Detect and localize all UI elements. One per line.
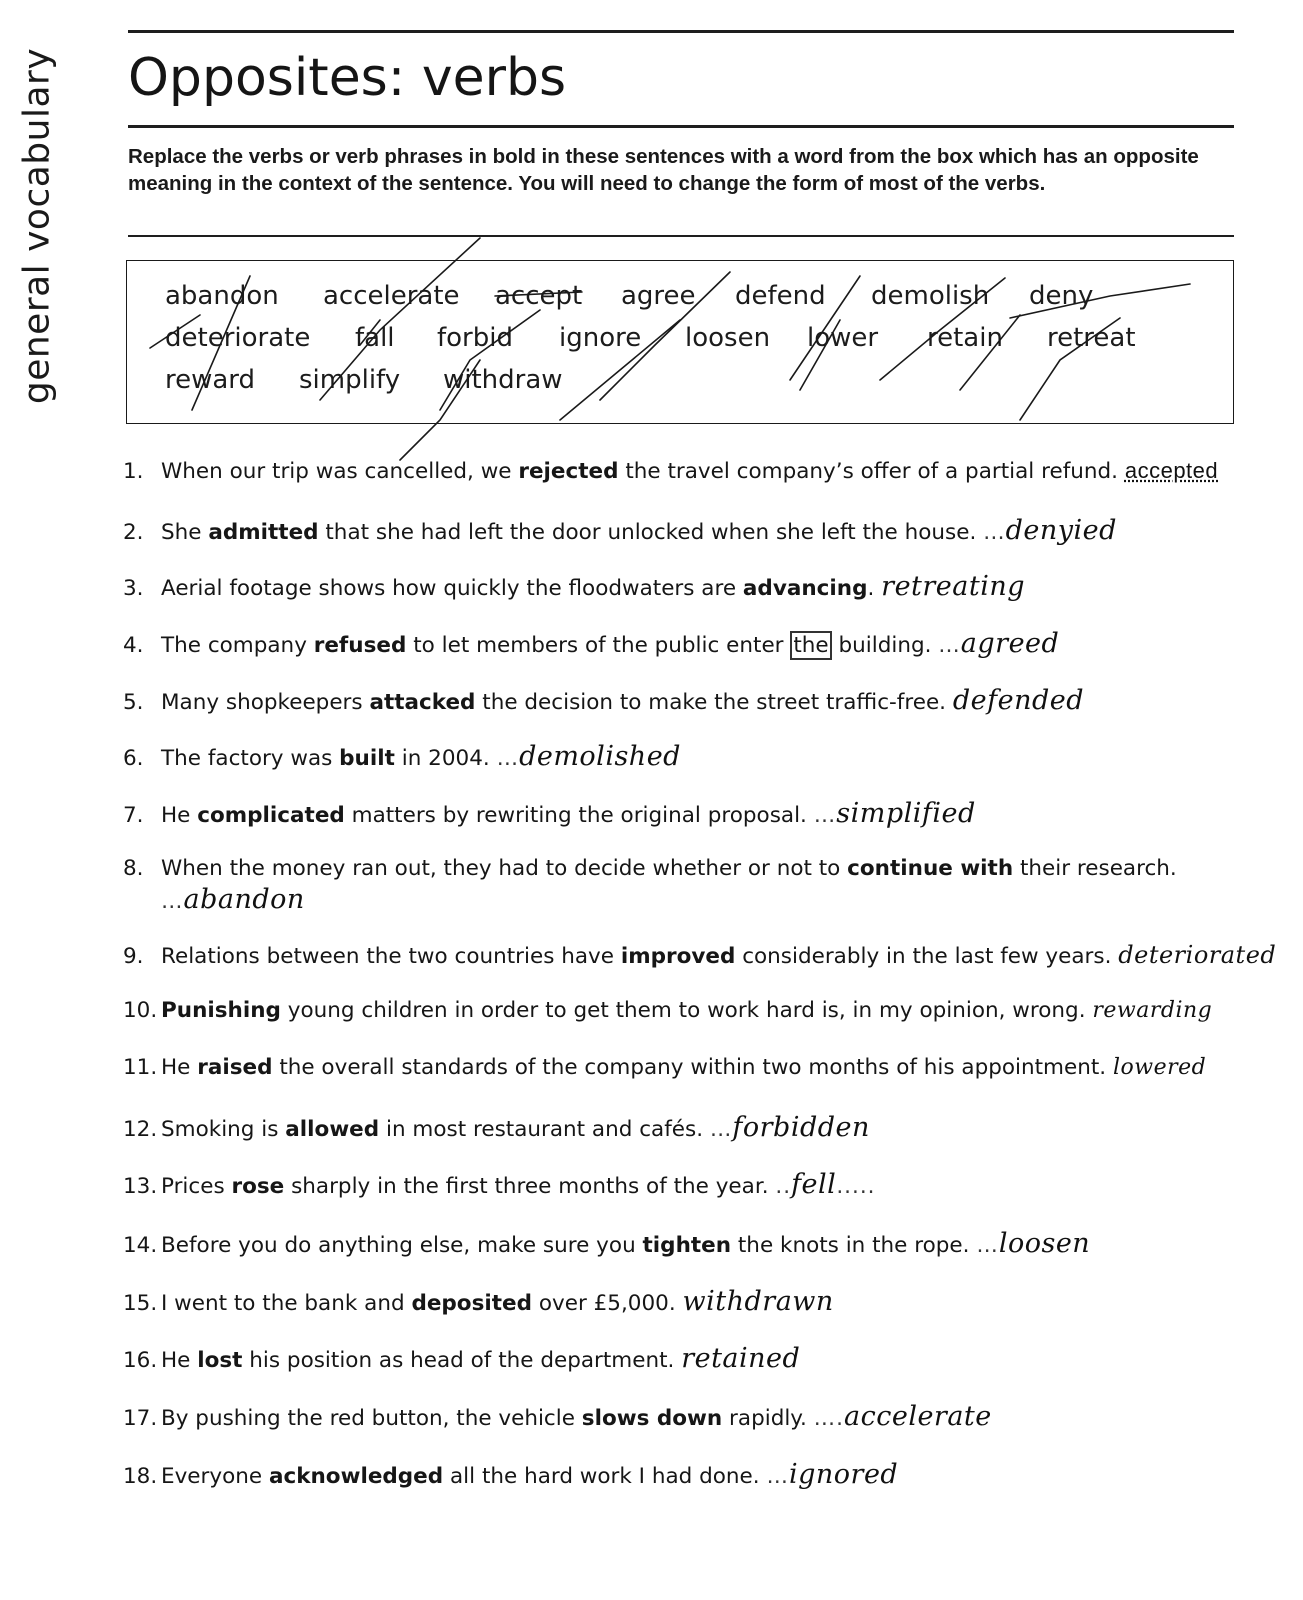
answer-field[interactable]: retained <box>681 1343 801 1374</box>
question-number: 17. <box>123 1406 158 1431</box>
question-number: 7. <box>123 803 144 828</box>
answer-field[interactable]: forbidden <box>732 1112 870 1143</box>
question-number: 4. <box>123 633 144 658</box>
word-deny: deny <box>1029 281 1094 311</box>
question-number: 8. <box>123 856 144 881</box>
bold-verb: slows down <box>581 1406 723 1431</box>
bold-verb: acknowledged <box>268 1464 444 1489</box>
title-rule <box>128 125 1234 128</box>
answer-field[interactable]: withdrawn <box>682 1286 834 1317</box>
question-number: 16. <box>123 1348 158 1373</box>
word-abandon: abandon <box>165 281 279 311</box>
word-reward: reward <box>165 365 256 395</box>
word-deteriorate: deteriorate <box>165 323 311 353</box>
question-number: 2. <box>123 520 144 545</box>
answer-field[interactable]: accepted <box>1124 458 1219 483</box>
bold-verb: continue with <box>847 856 1014 881</box>
answer-field[interactable]: lowered <box>1112 1055 1207 1080</box>
word-simplify: simplify <box>299 365 401 395</box>
question-15: 15. I went to the bank and deposited over £5,000. withdrawn <box>123 1286 834 1317</box>
bold-verb: lost <box>197 1348 243 1373</box>
answer-field[interactable]: accelerate <box>844 1401 992 1432</box>
bold-verb: built <box>339 746 395 771</box>
instructions-rule <box>128 235 1234 237</box>
bold-verb: allowed <box>285 1117 380 1142</box>
side-label-text: general vocabulary <box>16 47 58 405</box>
question-8-answer-line: …abandon <box>161 884 305 915</box>
word-ignore: ignore <box>559 323 642 353</box>
question-7: 7. He complicated matters by rewriting the original proposal. …simplified <box>123 798 976 829</box>
question-4: 4. The company refused to let members of the public enter the building. …agreed <box>123 628 1060 659</box>
answer-field[interactable]: agreed <box>960 628 1060 659</box>
word-forbid: forbid <box>437 323 513 353</box>
answer-field[interactable]: deteriorated <box>1118 941 1277 969</box>
question-number: 9. <box>123 944 144 969</box>
answer-field[interactable]: ignored <box>788 1459 899 1490</box>
question-9: 9. Relations between the two countries have improved considerably in the last few years. deteriorated <box>123 941 1277 969</box>
question-number: 13. <box>123 1174 158 1199</box>
answer-field[interactable]: simplified <box>836 798 976 829</box>
question-number: 6. <box>123 746 144 771</box>
answer-field[interactable]: retreating <box>881 571 1026 602</box>
bold-verb: raised <box>197 1055 273 1080</box>
bold-verb: tighten <box>642 1233 732 1258</box>
boxed-word: the <box>790 631 831 660</box>
word-agree: agree <box>621 281 696 311</box>
question-14: 14. Before you do anything else, make sure you tighten the knots in the rope. …loosen <box>123 1228 1091 1259</box>
question-3: 3. Aerial footage shows how quickly the floodwaters are advancing. retreating <box>123 571 1026 602</box>
word-defend: defend <box>735 281 826 311</box>
question-number: 5. <box>123 690 144 715</box>
question-12: 12. Smoking is allowed in most restaurant and cafés. …forbidden <box>123 1112 870 1143</box>
answer-field[interactable]: abandon <box>183 884 305 915</box>
bold-verb: attacked <box>369 690 476 715</box>
bold-verb: Punishing <box>161 998 281 1023</box>
question-number: 18. <box>123 1464 158 1489</box>
question-2: 2. She admitted that she had left the door unlocked when she left the house. …denyied <box>123 515 1117 546</box>
page-title: Opposites: verbs <box>128 48 567 108</box>
question-5: 5. Many shopkeepers attacked the decision to make the street traffic-free. defended <box>123 685 1085 716</box>
question-6: 6. The factory was built in 2004. …demolished <box>123 741 681 772</box>
answer-field[interactable]: loosen <box>998 1228 1091 1259</box>
word-loosen: loosen <box>685 323 771 353</box>
answer-field[interactable]: fell <box>791 1169 837 1200</box>
question-number: 14. <box>123 1233 158 1258</box>
top-rule <box>128 30 1234 33</box>
bold-verb: improved <box>620 944 736 969</box>
bold-verb: admitted <box>208 520 319 545</box>
word-fall: fall <box>355 323 395 353</box>
word-demolish: demolish <box>871 281 990 311</box>
answer-field[interactable]: denyied <box>1005 515 1117 546</box>
question-1: 1. When our trip was cancelled, we rejected the travel company’s offer of a partial refund. accepted <box>123 458 1219 484</box>
question-number: 3. <box>123 576 144 601</box>
question-17: 17. By pushing the red button, the vehicle slows down rapidly. ….accelerate <box>123 1401 992 1432</box>
question-11: 11. He raised the overall standards of the company within two months of his appointment. lowered <box>123 1055 1207 1080</box>
question-number: 10. <box>123 998 158 1023</box>
word-accept: accept <box>495 281 583 311</box>
question-10: 10. Punishing young children in order to get them to work hard is, in my opinion, wrong. rewarding <box>123 998 1213 1023</box>
side-label <box>10 26 64 426</box>
question-number: 12. <box>123 1117 158 1142</box>
question-8: 8. When the money ran out, they had to decide whether or not to continue with their research. <box>123 856 1177 881</box>
word-accelerate: accelerate <box>323 281 460 311</box>
word-box <box>126 260 1234 424</box>
question-number: 15. <box>123 1291 158 1316</box>
bold-verb: advancing <box>742 576 868 601</box>
instructions: Replace the verbs or verb phrases in bold in these sentences with a word from the box which has an opposite meaning in the context of the sentence. You will need to change the form of most of the verbs. <box>128 145 1199 195</box>
question-16: 16. He lost his position as head of the department. retained <box>123 1343 801 1374</box>
bold-verb: complicated <box>197 803 345 828</box>
bold-verb: rose <box>231 1174 285 1199</box>
word-withdraw: withdraw <box>443 365 563 395</box>
word-lower: lower <box>807 323 879 353</box>
answer-field[interactable]: defended <box>952 685 1085 716</box>
question-number: 11. <box>123 1055 158 1080</box>
question-13: 13. Prices rose sharply in the first three months of the year. ..fell..... <box>123 1169 876 1200</box>
word-retreat: retreat <box>1047 323 1136 353</box>
word-retain: retain <box>927 323 1003 353</box>
bold-verb: refused <box>313 633 407 658</box>
question-number: 1. <box>123 459 144 484</box>
answer-field[interactable]: demolished <box>519 741 681 772</box>
answer-field[interactable]: rewarding <box>1092 998 1213 1023</box>
bold-verb: deposited <box>411 1291 532 1316</box>
question-18: 18. Everyone acknowledged all the hard work I had done. …ignored <box>123 1459 899 1490</box>
bold-verb: rejected <box>518 459 619 484</box>
